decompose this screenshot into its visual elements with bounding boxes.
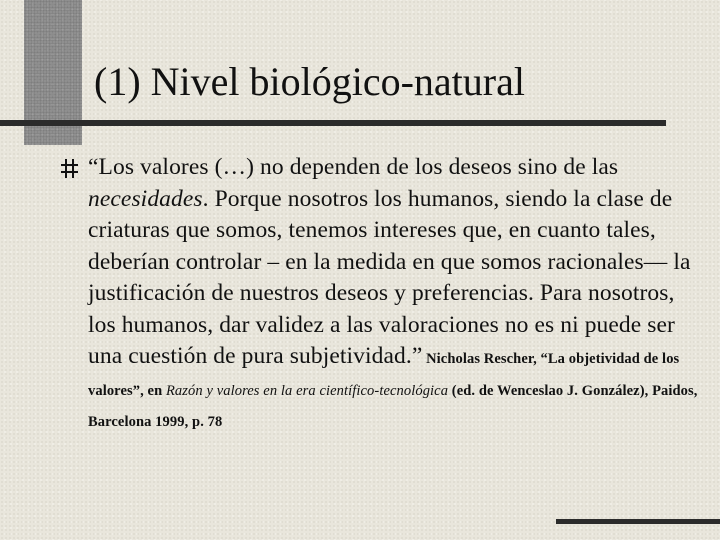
quote-emphasis: necesidades — [88, 185, 203, 212]
quote-text-part1: “Los valores (…) no dependen de los deseos sino de las — [88, 154, 619, 180]
quote-text-part2: . Porque nosotros los humanos, siendo la clase de criaturas que somos, tenemos intereses que, en cuanto tales, deberían controlar – en la medida en que somos racionales— la justificación de nuestros deseos y preferencias. Para nosotros, los humanos, dar validez a las valoraciones no es ni puede ser una cuestión de pura subjetividad.” — [88, 185, 691, 369]
bottom-divider-line — [556, 519, 720, 524]
title-divider-line — [0, 120, 666, 126]
citation-author-part: Nicholas Rescher, “La objetividad de los valores”, en — [88, 351, 680, 399]
slide-title: (1) Nivel biológico-natural — [94, 59, 525, 104]
citation-book-title: Razón y valores en la era científico-tecnológica — [165, 382, 449, 399]
citation-publisher-part: (ed. de Wenceslao J. González), Paidos, Barcelona 1999, p. 78 — [88, 382, 698, 430]
quote-paragraph — [88, 152, 700, 436]
hash-bullet-icon — [58, 156, 80, 180]
